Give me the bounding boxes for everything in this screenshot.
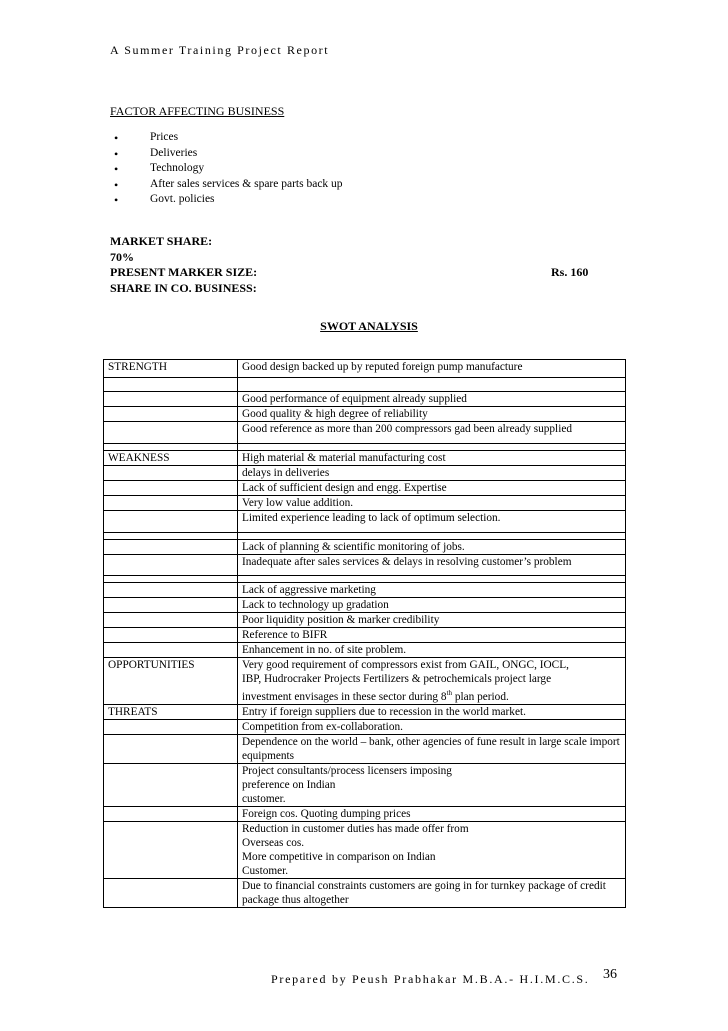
swot-description-cell: Reduction in customer duties has made offer from Overseas cos. More competitive in comparison on Indian Customer. xyxy=(238,821,626,878)
table-row xyxy=(104,643,626,658)
swot-description-cell xyxy=(238,576,626,583)
swot-description-cell: delays in deliveries xyxy=(238,466,626,481)
table-row xyxy=(104,496,626,511)
table-row xyxy=(104,540,626,555)
swot-description-cell: Good reference as more than 200 compressors gad been already supplied xyxy=(238,422,626,444)
table-row xyxy=(104,628,626,643)
swot-category-cell xyxy=(104,496,238,511)
table-row xyxy=(104,658,626,705)
opportunity-text: investment envisages in these sector during 8 xyxy=(242,690,447,703)
swot-description-cell: Competition from ex-collaboration. xyxy=(238,719,626,734)
swot-description-cell: Lack of sufficient design and engg. Expertise xyxy=(238,481,626,496)
swot-category-cell xyxy=(104,481,238,496)
opportunity-line: Very good requirement of compressors exist from GAIL, ONGC, IOCL, xyxy=(242,659,569,671)
swot-category-cell xyxy=(104,598,238,613)
swot-description-cell: Good performance of equipment already supplied xyxy=(238,392,626,407)
swot-description-cell: Dependence on the world – bank, other agencies of fune result in large scale import equipments xyxy=(238,734,626,763)
swot-description-cell: Good quality & high degree of reliability xyxy=(238,407,626,422)
opportunity-line xyxy=(242,686,625,704)
table-row xyxy=(104,466,626,481)
superscript: th xyxy=(446,689,453,697)
swot-category-cell xyxy=(104,734,238,763)
swot-category-cell xyxy=(104,540,238,555)
table-row xyxy=(104,511,626,533)
swot-table-body xyxy=(104,360,626,908)
swot-category-cell xyxy=(104,444,238,451)
swot-category-cell xyxy=(104,613,238,628)
swot-description-cell: Lack of aggressive marketing xyxy=(238,583,626,598)
bullet-icon: • xyxy=(114,146,119,161)
table-row xyxy=(104,598,626,613)
market-size-label: PRESENT MARKER SIZE: xyxy=(110,265,258,279)
swot-category-cell xyxy=(104,719,238,734)
swot-title: SWOT ANALYSIS xyxy=(320,319,418,333)
swot-description-cell: Lack to technology up gradation xyxy=(238,598,626,613)
table-row xyxy=(104,576,626,583)
table-row xyxy=(104,821,626,878)
swot-category-cell xyxy=(104,392,238,407)
swot-description-cell xyxy=(238,658,626,705)
swot-description-cell: Good design backed up by reputed foreign pump manufacture xyxy=(238,360,626,378)
bullet-icon: • xyxy=(114,162,119,176)
swot-description-cell xyxy=(238,444,626,451)
table-row xyxy=(104,451,626,466)
table-row xyxy=(104,719,626,734)
market-size-value: Rs. 160 xyxy=(551,265,589,279)
bullet-icon: • xyxy=(114,193,119,207)
swot-description-cell: Foreign cos. Quoting dumping prices xyxy=(238,806,626,821)
table-row xyxy=(104,704,626,719)
swot-category-cell: OPPORTUNITIES xyxy=(104,658,238,705)
swot-category-cell xyxy=(104,763,238,806)
swot-category-cell xyxy=(104,555,238,576)
swot-category-cell xyxy=(104,422,238,444)
table-row xyxy=(104,392,626,407)
swot-category-cell xyxy=(104,576,238,583)
table-row xyxy=(104,422,626,444)
swot-description-cell: High material & material manufacturing cost xyxy=(238,451,626,466)
table-row xyxy=(104,878,626,907)
market-share-label: MARKET SHARE: xyxy=(110,234,213,248)
co-business-label: SHARE IN CO. BUSINESS: xyxy=(110,281,257,295)
bullet-icon: • xyxy=(114,131,119,145)
market-share-value: 70% xyxy=(110,250,134,264)
swot-description-cell: Inadequate after sales services & delays in resolving customer’s problem xyxy=(238,555,626,576)
swot-category-cell xyxy=(104,533,238,540)
opportunity-text: plan period. xyxy=(452,690,509,703)
swot-category-cell: THREATS xyxy=(104,704,238,719)
factor-title: FACTOR AFFECTING BUSINESS xyxy=(110,104,285,118)
page-header: A Summer Training Project Report xyxy=(110,43,330,57)
swot-category-cell xyxy=(104,878,238,907)
table-row xyxy=(104,481,626,496)
swot-description-cell: Reference to BIFR xyxy=(238,628,626,643)
table-row xyxy=(104,407,626,422)
swot-description-cell xyxy=(238,378,626,392)
swot-description-cell: Lack of planning & scientific monitoring of jobs. xyxy=(238,540,626,555)
swot-description-cell: Project consultants/process licensers imposing preference on Indian customer. xyxy=(238,763,626,806)
swot-description-cell xyxy=(238,533,626,540)
swot-category-cell xyxy=(104,643,238,658)
swot-category-cell xyxy=(104,378,238,392)
table-row xyxy=(104,533,626,540)
opportunity-line: IBP, Hudrocraker Projects Fertilizers & petrochemicals project large xyxy=(242,673,552,685)
table-row xyxy=(104,360,626,378)
swot-description-cell: Entry if foreign suppliers due to recession in the world market. xyxy=(238,704,626,719)
bullet-icon: • xyxy=(114,177,119,192)
swot-description-cell: Enhancement in no. of site problem. xyxy=(238,643,626,658)
swot-table xyxy=(103,359,626,908)
table-row xyxy=(104,555,626,576)
swot-description-cell: Poor liquidity position & marker credibility xyxy=(238,613,626,628)
table-row xyxy=(104,613,626,628)
table-row xyxy=(104,583,626,598)
footer-text: Prepared by Peush Prabhakar M.B.A.- H.I.M.C.S. xyxy=(271,972,590,986)
swot-category-cell xyxy=(104,821,238,878)
swot-category-cell xyxy=(104,407,238,422)
table-row xyxy=(104,763,626,806)
swot-description-cell: Due to financial constraints customers are going in for turnkey package of credit package thus altogether xyxy=(238,878,626,907)
table-row xyxy=(104,806,626,821)
swot-description-cell: Limited experience leading to lack of optimum selection. xyxy=(238,511,626,533)
swot-description-cell: Very low value addition. xyxy=(238,496,626,511)
swot-category-cell xyxy=(104,806,238,821)
swot-category-cell xyxy=(104,583,238,598)
swot-category-cell xyxy=(104,628,238,643)
table-row xyxy=(104,444,626,451)
swot-category-cell: WEAKNESS xyxy=(104,451,238,466)
table-row xyxy=(104,734,626,763)
swot-category-cell: STRENGTH xyxy=(104,360,238,378)
swot-category-cell xyxy=(104,466,238,481)
swot-category-cell xyxy=(104,511,238,533)
page-number: 36 xyxy=(603,967,617,982)
table-row xyxy=(104,378,626,392)
